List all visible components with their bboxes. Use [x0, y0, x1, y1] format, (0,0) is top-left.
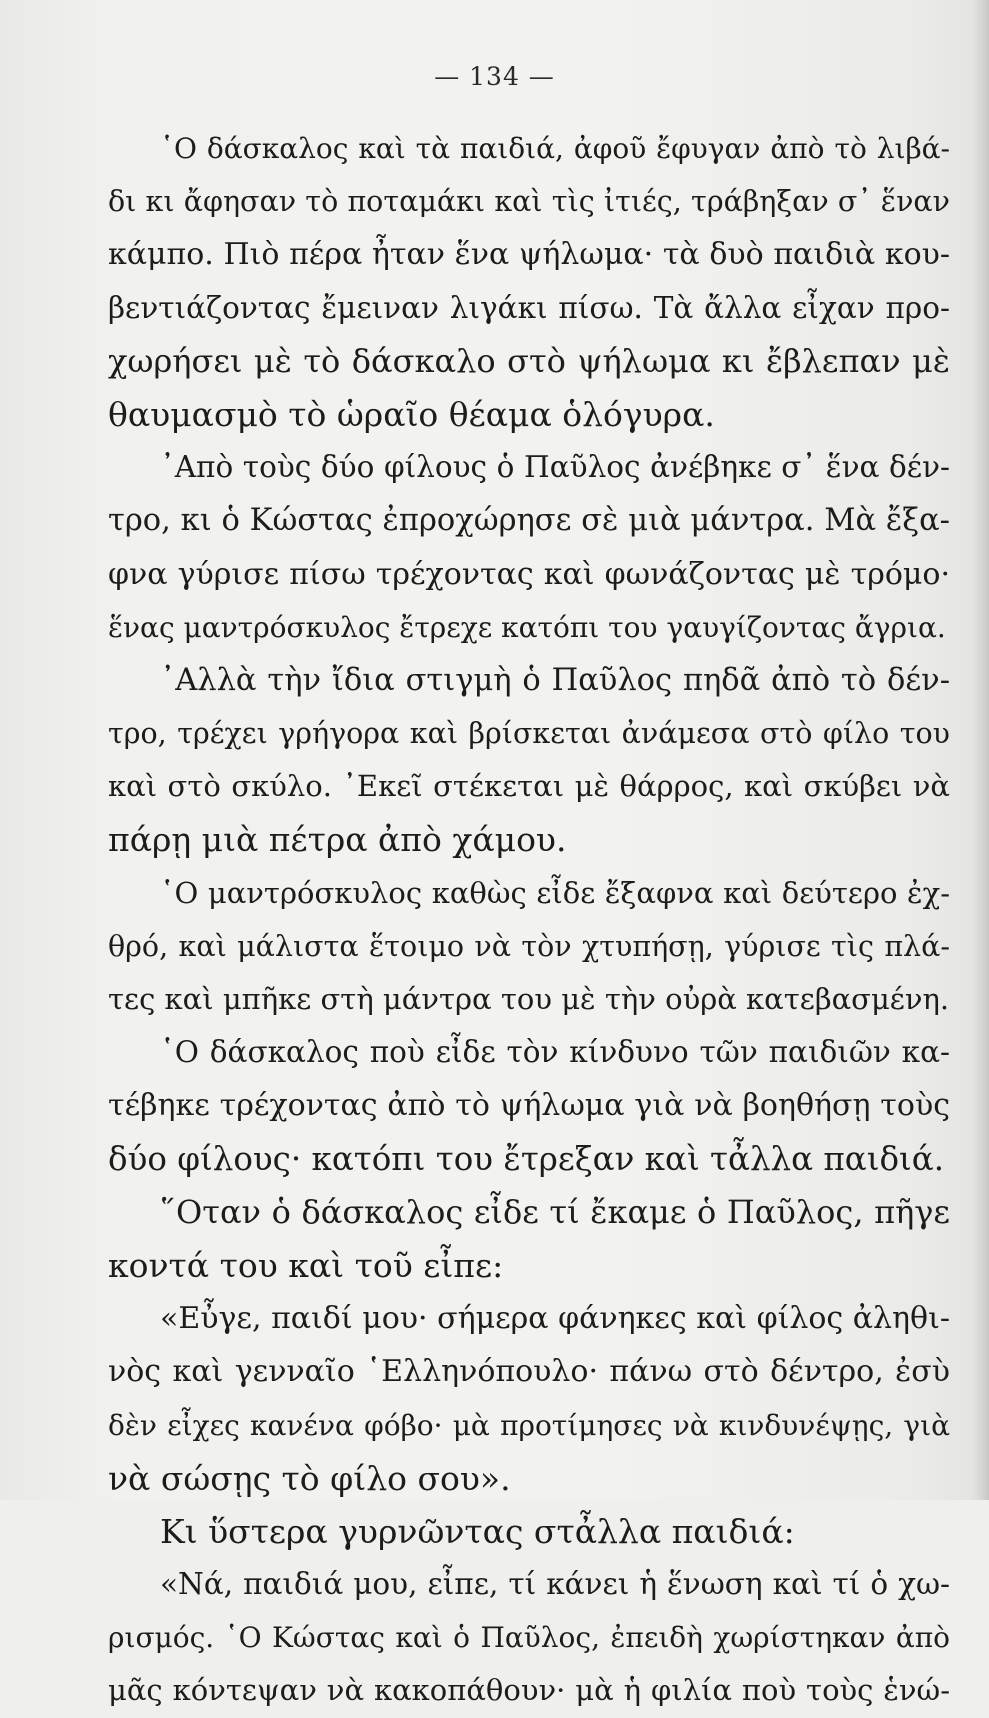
text-line: ᾿Αλλὰ τὴν ἴδια στιγμὴ ὁ Παῦλος πηδᾶ ἀπὸ τὸ δέν- — [160, 662, 950, 698]
text-line: «Εὖγε, παιδί μου· σήμερα φάνηκες καὶ φίλος ἀληθι- — [160, 1301, 950, 1337]
text-line: ρισμός. ῾Ο Κώστας καὶ ὁ Παῦλος, ἐπειδὴ χωρίστηκαν ἀπὸ — [108, 1621, 950, 1655]
text-line: ῞Οταν ὁ δάσκαλος εἶδε τί ἔκαμε ὁ Παῦλος, πῆγε — [160, 1192, 950, 1231]
text-line: κάμπο. Πιὸ πέρα ἦταν ἕνα ψήλωμα· τὰ δυὸ παιδιὰ κου- — [108, 237, 950, 273]
text-line: φνα γύρισε πίσω τρέχοντας καὶ φωνάζοντας μὲ τρόμο· — [108, 556, 950, 592]
text-line: ῾Ο δάσκαλος ποὺ εἶδε τὸν κίνδυνο τῶν παιδιῶν κα- — [160, 1035, 950, 1070]
text-line: ῾Ο μαντρόσκυλος καθὼς εἶδε ἔξαφνα καὶ δεύτερο ἐχ- — [160, 875, 950, 910]
text-line: ᾿Απὸ τοὺς δύο φίλους ὁ Παῦλος ἀνέβηκε σ᾿ ἕνα δέν- — [160, 450, 950, 485]
text-line: «Νά, παιδιά μου, εἶπε, τί κάνει ἡ ἕνωση καὶ τί ὁ χω- — [160, 1567, 950, 1602]
text-line: βεντιάζοντας ἔμειναν λιγάκι πίσω. Τὰ ἄλλα εἶχαν προ- — [108, 290, 950, 325]
text-line: δὲν εἶχες κανένα φόβο· μὰ προτίμησες νὰ κινδυνέψῃς, γιὰ — [108, 1408, 950, 1442]
text-line: ἕνας μαντρόσκυλος ἔτρεχε κατόπι του γαυγίζοντας ἄγρια. — [108, 610, 946, 644]
body-text — [108, 122, 950, 1718]
text-line: θαυμασμὸ τὸ ὡραῖο θέαμα ὁλόγυρα. — [108, 394, 715, 434]
text-line: τρο, τρέχει γρήγορα καὶ βρίσκεται ἀνάμεσα στὸ φίλο του — [108, 717, 950, 751]
text-line: πάρῃ μιὰ πέτρα ἀπὸ χάμου. — [108, 820, 567, 860]
text-line: δύο φίλους· κατόπι του ἔτρεξαν καὶ τἆλλα παιδιά. — [108, 1139, 945, 1178]
text-line: θρό, καὶ μάλιστα ἕτοιμο νὰ τὸν χτυπήσῃ, γύρισε τὶς πλά- — [108, 929, 950, 963]
text-line: τρο, κι ὁ Κώστας ἐπροχώρησε σὲ μιὰ μάντρα. Μὰ ἔξα- — [108, 503, 950, 539]
text-line: καὶ στὸ σκύλο. ᾿Εκεῖ στέκεται μὲ θάρρος, καὶ σκύβει νὰ — [108, 769, 950, 804]
text-line: κοντά του καὶ τοῦ εἶπε: — [108, 1245, 504, 1285]
text-line: νὸς καὶ γενναῖο ῾Ελληνόπουλο· πάνω στὸ δέντρο, ἐσὺ — [108, 1354, 950, 1390]
page-number: — 134 — — [434, 62, 555, 91]
text-line: τέβηκε τρέχοντας ἀπὸ τὸ ψήλωμα γιὰ νὰ βοηθήσῃ τοὺς — [108, 1088, 950, 1124]
text-line: μᾶς κόντεψαν νὰ κακοπάθουν· μὰ ἡ φιλία ποὺ τοὺς ἑνώ- — [108, 1673, 950, 1708]
text-line: τες καὶ μπῆκε στὴ μάντρα του μὲ τὴν οὐρὰ κατεβασμένη. — [108, 982, 950, 1016]
text-line: Κι ὕστερα γυρνῶντας στἆλλα παιδιά: — [160, 1511, 795, 1551]
text-line: χωρήσει μὲ τὸ δάσκαλο στὸ ψήλωμα κι ἔβλεπαν μὲ — [108, 341, 950, 380]
text-line: νὰ σώσῃς τὸ φίλο σου». — [108, 1458, 511, 1498]
text-line: ῾Ο δάσκαλος καὶ τὰ παιδιά, ἀφοῦ ἔφυγαν ἀπὸ τὸ λιβά- — [160, 132, 950, 165]
text-line: δι κι ἄφησαν τὸ ποταμάκι καὶ τὶς ἰτιές, τράβηξαν σ᾿ ἕναν — [108, 185, 950, 219]
page-edge-shadow — [971, 0, 989, 1500]
